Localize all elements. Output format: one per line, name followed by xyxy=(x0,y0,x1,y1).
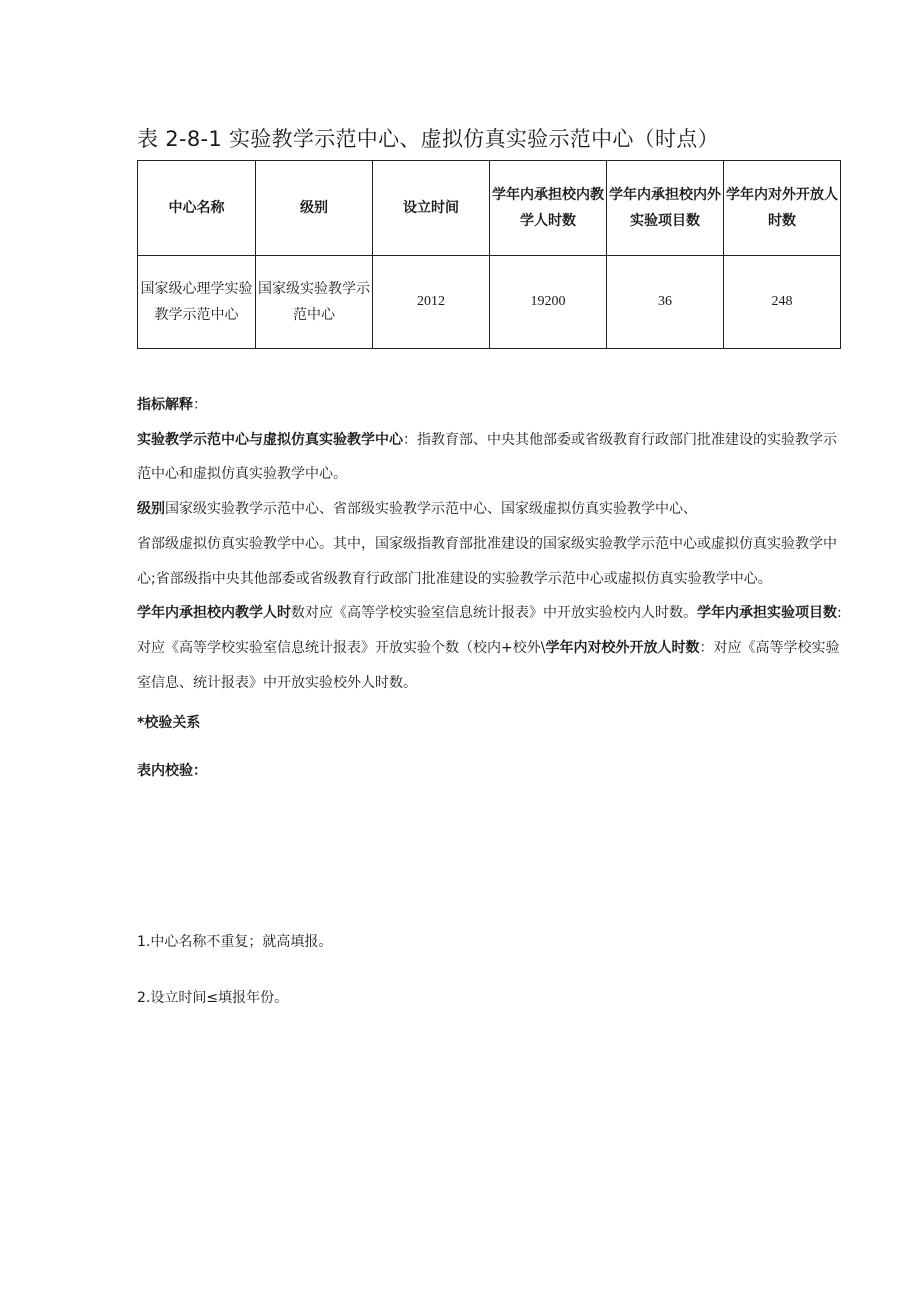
header-internal-teaching-hours: 学年内承担校内教学人时数 xyxy=(490,161,607,256)
inner-validation-line xyxy=(137,754,847,789)
data-table xyxy=(137,160,841,349)
note-center-term: 实验教学示范中心与虚拟仿真实验教学中心 xyxy=(137,431,403,448)
note-level-text-a: 国家级实验教学示范中心、省部级实验教学示范中心、国家级虚拟仿真实验教学中心、 xyxy=(165,501,697,518)
note-center-text: ：指教育部、中央其他部委或省级教育行政部门批准建设的实验教学示范中心和虚拟仿真实验教学中心。 xyxy=(137,431,837,483)
header-established-year: 设立时间 xyxy=(373,161,490,256)
note-level-term: 级别 xyxy=(137,501,165,518)
cell-internal-teaching-hours: 19200 xyxy=(490,256,607,349)
cell-established-year: 2012 xyxy=(373,256,490,349)
validation-title-line xyxy=(137,706,847,741)
inner-validation-title: 表内校验： xyxy=(137,763,207,780)
notes-heading-suffix: ： xyxy=(193,397,207,413)
note-external-hours-term: 学年内对校外开放人时数 xyxy=(545,639,700,656)
note-projects-text: :对应《高等学校实验室信息统计报表》开放实验个数（校内+校外\ xyxy=(137,605,842,656)
page-title: 表 2-8-1 实验教学示范中心、虚拟仿真实验示范中心（时点） xyxy=(137,127,719,151)
header-center-name: 中心名称 xyxy=(138,161,256,256)
note-level-definition-a xyxy=(137,492,847,527)
validation-rule-2: 2.设立时间≤填报年份。 xyxy=(137,990,289,1006)
cell-center-name: 国家级心理学实验教学示范中心 xyxy=(138,256,256,349)
table-header-row xyxy=(138,161,841,256)
note-projects-term: 学年内承担实验项目数 xyxy=(697,605,837,622)
cell-experiment-projects: 36 xyxy=(607,256,724,349)
cell-external-open-hours: 248 xyxy=(724,256,841,349)
note-external-hours-text: ：对应《高等学校实验室信息、统计报表》中开放实验校外人时数。 xyxy=(137,639,840,691)
cell-level: 国家级实验教学示范中心 xyxy=(256,256,373,349)
note-hours-definition xyxy=(137,596,847,700)
table-row xyxy=(138,256,841,349)
note-center-definition xyxy=(137,423,847,492)
note-internal-hours-text: 数对应《高等学校实验室信息统计报表》中开放实验校内人时数。 xyxy=(291,605,697,622)
header-external-open-hours: 学年内对外开放人时数 xyxy=(724,161,841,256)
note-level-text-b: 省部级虚拟仿真实验教学中心。其中，国家级指教育部批准建设的国家级实验教学示范中心或虚拟仿真实验教学中心;省部级指中央其他部委或省级教育行政部门批准建设的实验教学示范中心或虚拟仿真实验教学中心。 xyxy=(137,535,837,587)
validation-title: *校验关系 xyxy=(137,715,201,732)
header-level: 级别 xyxy=(256,161,373,256)
indicator-notes xyxy=(137,388,847,789)
header-experiment-projects: 学年内承担校内外实验项目数 xyxy=(607,161,724,256)
notes-heading: 指标解释 xyxy=(137,397,193,413)
notes-heading-line xyxy=(137,388,847,423)
note-level-definition-b xyxy=(137,527,847,596)
note-internal-hours-term: 学年内承担校内教学人时 xyxy=(137,605,291,622)
validation-rule-1: 1.中心名称不重复；就高填报。 xyxy=(137,934,333,950)
